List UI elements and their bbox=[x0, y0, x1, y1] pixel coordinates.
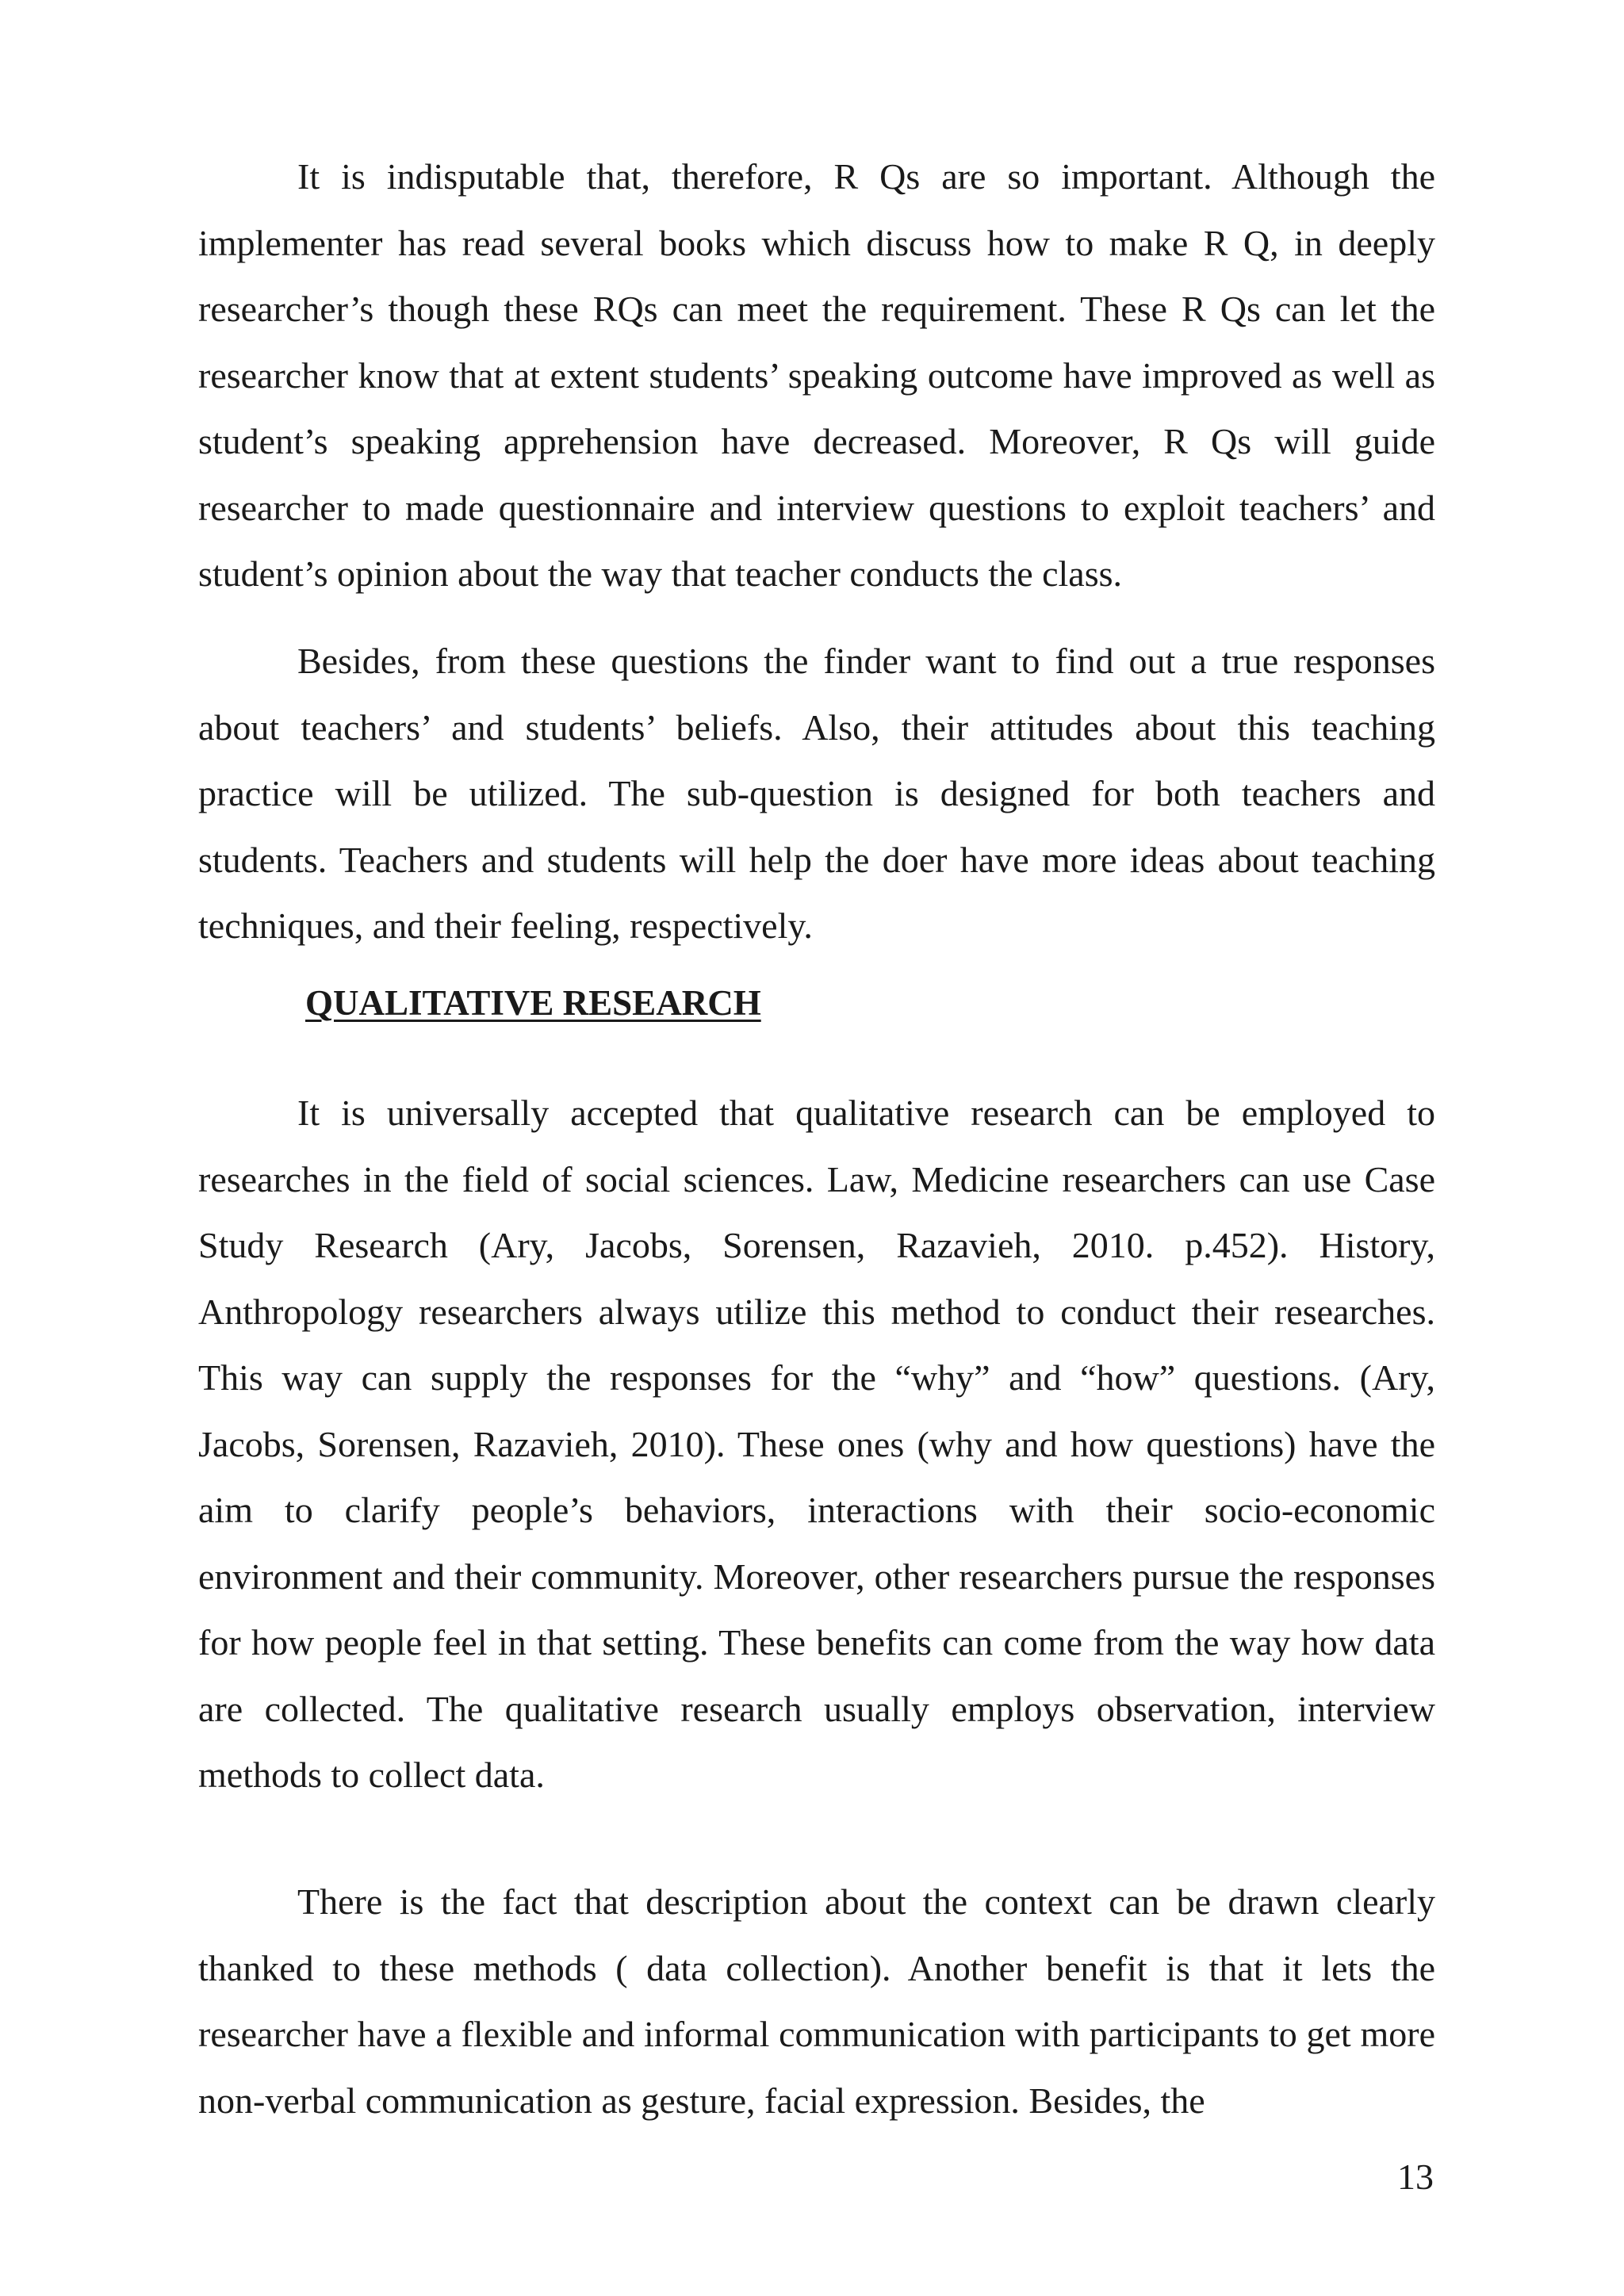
section-heading: QUALITATIVE RESEARCH bbox=[305, 983, 761, 1023]
paragraph-research-questions: It is indisputable that, therefore, R Qs are so important. Although the implementer has read several books which discuss how to make R Q, in deeply researcher’s though these RQs can meet the requirement. These R Qs can let the researcher know that at extent students’ speaking outcome have improved as well as student’s speaking apprehension have decreased. Moreover, R Qs will guide researcher to made questionnaire and interview questions to exploit teachers’ and student’s opinion about the way that teacher conducts the class. bbox=[198, 156, 1435, 594]
page-number: 13 bbox=[1397, 2156, 1434, 2197]
paragraph-qualitative-research: It is universally accepted that qualitative research can be employed to researches in the field of social sciences. Law, Medicine researchers can use Case Study Research (Ary, Jacobs, Sorensen, Razavieh, 2010. p.452). History, Anthropology researchers always utilize this method to conduct their researches. This way can supply the responses for the “why” and “how” questions. (Ary, Jacobs, Sorensen, Razavieh, 2010). These ones (why and how questions) have the aim to clarify people’s behaviors, interactions with their socio-economic environment and their community. Moreover, other researchers pursue the responses for how people feel in that setting. These benefits can come from the way how data are collected. The qualitative research usually employs observation, interview methods to collect data. bbox=[198, 1093, 1435, 1795]
paragraph-beliefs: Besides, from these questions the finder want to find out a true responses about teachers’ and students’ beliefs. Also, their attitudes about this teaching practice will be utilized. The sub-question is designed for both teachers and students. Teachers and students will help the doer have more ideas about teaching techniques, and their feeling, respectively. bbox=[198, 641, 1435, 946]
paragraph-data-collection: There is the fact that description about the context can be drawn clearly thanked to these methods ( data collection). Another benefit is that it lets the researcher have a flexible and informal communication with participants to get more non-verbal communication as gesture, facial expression. Besides, the bbox=[198, 1881, 1435, 2121]
